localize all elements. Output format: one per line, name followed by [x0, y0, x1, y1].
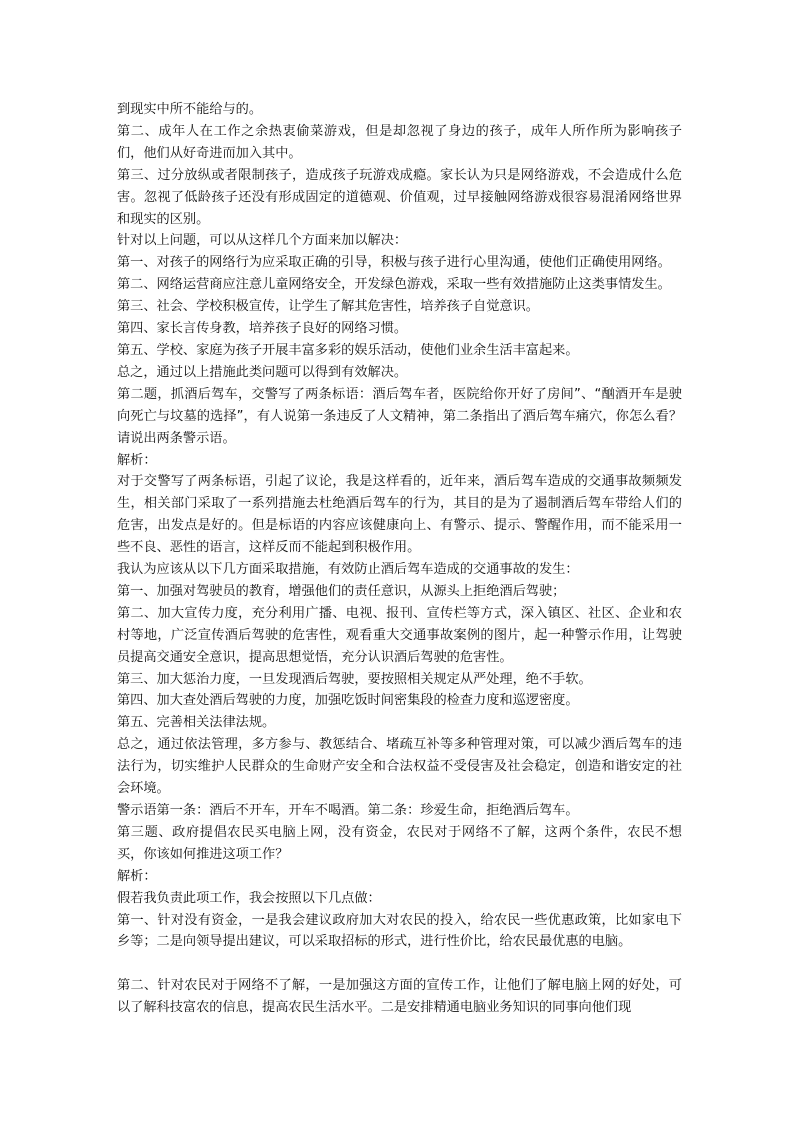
paragraph-summary-2: 总之，通过依法管理，多方参与、教惩结合、堵疏互补等多种管理对策，可以减少酒后驾车的违法行为，切实维护人民群众的生命财产安全和合法权益不受侵害及社会稳定，创造和谐安定的社会环境。 [117, 737, 682, 797]
paragraph-solution-5: 第五、学校、家庭为孩子开展丰富多彩的娱乐活动，使他们业余生活丰富起来。 [117, 342, 579, 358]
paragraph-intro-end: 到现实中所不能给与的。 [117, 102, 263, 117]
paragraph-analysis-label-3: 解析： [117, 868, 157, 884]
paragraph-cause-2: 第二、成年人在工作之余热衷偷菜游戏，但是却忽视了身边的孩子，成年人所作所为影响孩子们，他们从好奇进而加入其中。 [117, 123, 682, 161]
paragraph-measure-2: 第二、加大宣传力度，充分利用广播、电视、报刊、宣传栏等方式，深入镇区、社区、企业和农村等地，广泛宣传酒后驾驶的危害性，观看重大交通事故案例的图片，起一种警示作用，让驾驶员提高交通安全意识，提高思想觉悟，充分认识酒后驾驶的危害性。 [117, 605, 682, 665]
paragraph-measures-intro: 我认为应该从以下几方面采取措施，有效防止酒后驾车造成的交通事故的发生： [117, 562, 579, 578]
paragraph-solution-1: 第一、对孩子的网络行为应采取正确的引导，积极与孩子进行心里沟通，使他们正确使用网络。 [117, 255, 671, 271]
paragraph-slogans: 警示语第一条：酒后不开车，开车不喝酒。第二条：珍爱生命，拒绝酒后驾车。 [117, 803, 579, 818]
paragraph-measure-3: 第三、加大惩治力度，一旦发现酒后驾驶，要按照相关规定从严处理，绝不手软。 [117, 671, 592, 687]
paragraph-plan-1: 第一、针对没有资金，一是我会建议政府加大对农民的投入，给农民一些优惠政策，比如家电下乡等；二是向领导提出建议，可以采取招标的形式，进行性价比，给农民最优惠的电脑。 [117, 912, 682, 950]
paragraph-solution-4: 第四、家长言传身教，培养孩子良好的网络习惯。 [117, 321, 408, 337]
paragraph-cause-3: 第三、过分放纵或者限制孩子，造成孩子玩游戏成瘾。家长认为只是网络游戏，不会造成什么危害。忽视了低龄孩子还没有形成固定的道德观、价值观，过早接触网络游戏很容易混淆网络世界和现实的区别。 [117, 167, 682, 227]
paragraph-solutions-intro: 针对以上问题，可以从这样几个方面来加以解决： [117, 233, 408, 249]
paragraph-question-3: 第三题、政府提倡农民买电脑上网，没有资金，农民对于网络不了解，这两个条件，农民不想买，你该如何推进这项工作？ [117, 824, 682, 862]
paragraph-solution-3: 第三、社会、学校积极宣传，让学生了解其危害性，培养孩子自觉意识。 [117, 299, 539, 315]
paragraph-summary-1: 总之，通过以上措施此类问题可以得到有效解决。 [117, 364, 408, 380]
paragraph-plan-2: 第二、针对农民对于网络不了解，一是加强这方面的宣传工作，让他们了解电脑上网的好处，可以了解科技富农的信息，提高农民生活水平。二是安排精通电脑业务知识的同事向他们现 [117, 978, 682, 1016]
paragraph-analysis-2: 对于交警写了两条标语，引起了议论，我是这样看的，近年来，酒后驾车造成的交通事故频频发生，相关部门采取了一系列措施去杜绝酒后驾车的行为，其目的是为了遏制酒后驾车带给人们的危害，出发点是好的。但是标语的内容应该健康向上、有警示、提示、警醒作用，而不能采用一些不良、恶性的语言，这样反而不能起到积极作用。 [117, 474, 682, 556]
paragraph-solution-2: 第二、网络运营商应注意儿童网络安全，开发绿色游戏，采取一些有效措施防止这类事情发生。 [117, 277, 671, 293]
paragraph-analysis-label-2: 解析： [117, 452, 157, 468]
paragraph-measure-1: 第一、加强对驾驶员的教育，增强他们的责任意识，从源头上拒绝酒后驾驶； [117, 583, 566, 599]
paragraph-measure-5: 第五、完善相关法律法规。 [117, 715, 276, 731]
paragraph-measure-4: 第四、加大查处酒后驾驶的力度，加强吃饭时间密集段的检查力度和巡逻密度。 [117, 693, 579, 709]
paragraph-question-2: 第二题，抓酒后驾车，交警写了两条标语：酒后驾车者，医院给你开好了房间”、“酗酒开车是驶向死亡与坟墓的选择”，有人说第一条违反了人文精神，第二条指出了酒后驾车痛穴，你怎么看？请说出两条警示语。 [117, 386, 682, 446]
document-page [117, 99, 682, 1019]
paragraph-plan-intro: 假若我负责此项工作，我会按照以下几点做： [117, 890, 381, 906]
blank-line [117, 953, 682, 975]
